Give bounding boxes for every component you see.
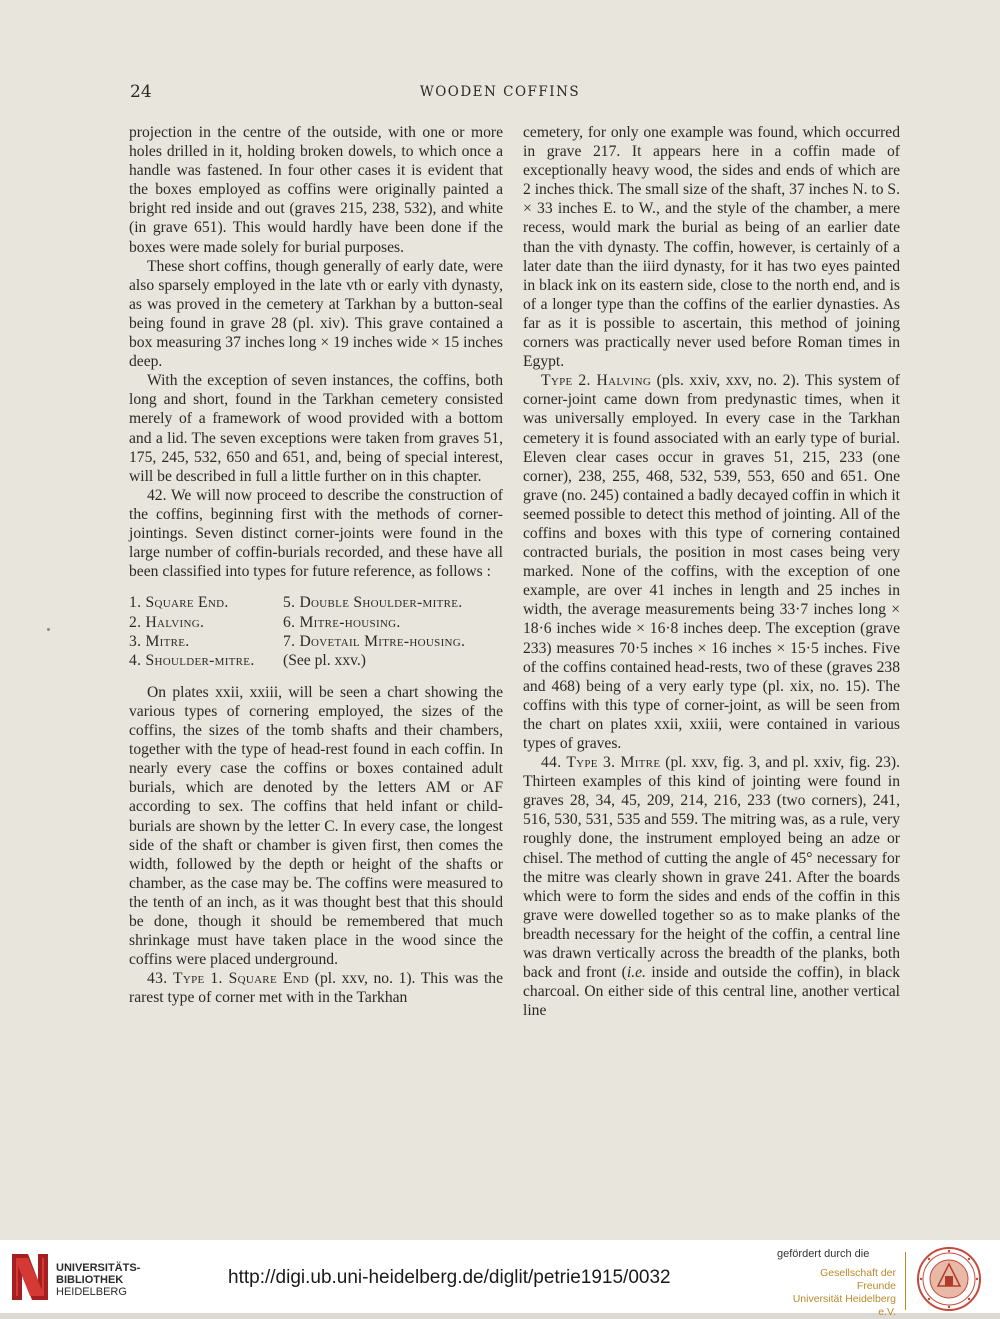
permalink-url[interactable]: http://digi.ub.uni-heidelberg.de/diglit/petrie1915/0032 bbox=[228, 1267, 671, 1288]
right-column bbox=[523, 123, 900, 1020]
library-logo-icon bbox=[8, 1250, 52, 1304]
joint-type-item: 4. Shoulder-mitre. bbox=[129, 652, 255, 670]
paragraph: With the exception of seven instances, the coffins, both long and short, found in the Tarkhan cemetery consisted merely of a framework of wood provided with a bottom and a lid. The seven exceptions were taken from graves 51, 175, 245, 532, 650 and 651, and, being of special interest, will be described in full a little further on in this chapter. bbox=[129, 372, 503, 485]
sponsor-society bbox=[780, 1267, 896, 1319]
sponsor-society-line: Gesellschaft der Freunde bbox=[820, 1267, 896, 1292]
joint-types-row bbox=[129, 651, 503, 670]
joint-types-row bbox=[129, 613, 503, 632]
plate-reference: (See pl. xxv.) bbox=[283, 652, 367, 670]
running-title: WOODEN COFFINS bbox=[419, 84, 581, 100]
footer-divider bbox=[905, 1252, 906, 1310]
paragraph: projection in the centre of the outside, with one or more holes drilled in it, holding broken dowels, to which once a handle was fastened. In four other cases it is evident that the boxes employed as coffins were originally painted a bright red inside and out (graves 215, 238, 532), and white (in grave 651). This would hardly have been done if the boxes were made solely for burial purposes. bbox=[129, 124, 503, 256]
paragraph bbox=[523, 753, 900, 1020]
paragraph bbox=[523, 371, 900, 753]
library-name-line: HEIDELBERG bbox=[56, 1286, 127, 1298]
library-name-line: BIBLIOTHEK bbox=[56, 1274, 124, 1286]
university-seal-icon bbox=[916, 1246, 982, 1312]
paragraph: On plates xxii, xxiii, will be seen a chart showing the various types of cornering employed, the sizes of the coffins, the sizes of the tomb shafts and their chambers, together with the type of head-rest found in each coffin. In nearly every case the coffins or boxes contained adult burials, which are denoted by the letters AM or AF according to sex. The coffins that held infant or child-burials are shown by the letter C. In every case, the longest side of the shaft or chamber is given first, then comes the width, followed by the depth or height of the shafts or chamber, as the case may be. The coffins were measured to the tenth of an inch, as it was thought best that this should be done, though it should be remembered that much shrinkage must have taken place in the wood since the coffins were placed underground. bbox=[129, 683, 503, 969]
library-name bbox=[56, 1262, 140, 1298]
italic-abbreviation: i.e. bbox=[626, 964, 646, 982]
paragraph-text: (pls. xxiv, xxv, no. 2). This system of corner-joint came down from predynastic times, when it was universally employed. In every case in the Tarkhan cemetery it is found associated with an early type of burial. Eleven clear cases occur in graves 51, 215, 233 (one corner), 238, 255, 468, 532, 539, 553, 650 and 651. One grave (no. 245) contained a badly decayed coffin in which it seemed possible to detect this method of jointing. All of the coffins and boxes with this type of cornering contained contracted burials, the position in most cases being very marked. None of the coffins, with the exception of one example, are over 41 inches in length and 25 inches in width, the average measurements being 33·7 inches long × 18·6 inches wide × 16·8 inches deep. The exception (grave 233) measures 70·5 inches × 16 inches × 15·5 inches. Five of the coffins contained head-rests, two of these (graves 238 and 468) being of a very early type (pl. xix, no. 15). The coffins with this type of corner-joint, as will be seen from the chart on plates xxii, xxiii, were contained in various types of graves. bbox=[523, 372, 900, 752]
page-number: 24 bbox=[130, 82, 152, 102]
joint-types-list bbox=[129, 593, 503, 671]
paragraph: 42. We will now proceed to describe the construction of the coffins, beginning first with the methods of corner-jointings. Seven distinct corner-joints were found in the large number of coffin-burials recorded, and these have all been classified into types for future reference, as follows : bbox=[129, 486, 503, 581]
joint-type-item: 3. Mitre. bbox=[129, 633, 190, 651]
joint-type-item: 2. Halving. bbox=[129, 613, 205, 631]
joint-type-item: 5. Double Shoulder-mitre. bbox=[283, 594, 463, 612]
joint-type-item: 6. Mitre-housing. bbox=[283, 613, 401, 631]
running-header bbox=[0, 82, 1000, 104]
paragraph bbox=[129, 969, 503, 1007]
left-column bbox=[129, 123, 503, 1007]
section-heading: Type 2. Halving bbox=[541, 372, 652, 390]
section-heading: 44. Type 3. Mitre bbox=[541, 754, 661, 772]
paragraph-text: (pl. xxv, no. 1). This was the rarest type of corner met with in the Tarkhan bbox=[129, 970, 503, 1007]
sponsor-label: gefördert durch die bbox=[777, 1248, 870, 1260]
joint-type-item: 1. Square End. bbox=[129, 594, 229, 612]
margin-speck bbox=[47, 628, 50, 631]
paragraph-text: (pl. xxv, fig. 3, and pl. xxiv, fig. 23). Thirteen examples of this kind of jointing were found in graves 28, 34, 45, 209, 214, 216, 233 (two corners), 241, 516, 530, 531, 535 and 559. The mitring was, as a rule, very roughly done, the instrument employed being an adze or chisel. The method of cutting the angle of 45° necessary for the mitre was clearly shown in grave 241. After the boards which were to form the sides and ends of the coffin in this grave were dowelled together so as to make planks of the breadth necessary for the height of the coffin, a central line was drawn vertically across the breadth of the planks, both back and front ( bbox=[523, 754, 900, 982]
joint-types-row bbox=[129, 632, 503, 651]
section-heading: 43. Type 1. Square End bbox=[147, 970, 310, 988]
sponsor-society-line: Universität Heidelberg e.V. bbox=[792, 1293, 896, 1318]
library-name-line: UNIVERSITÄTS- bbox=[56, 1262, 141, 1274]
paragraph-text: inside and outside the coffin), in black charcoal. On either side of this central line, another vertical line bbox=[523, 964, 900, 1020]
joint-type-item: 7. Dovetail Mitre-housing. bbox=[283, 633, 466, 651]
paragraph: These short coffins, though generally of early date, were also sparsely employed in the late vth or early vith dynasty, as was proved in the cemetery at Tarkhan by a button-seal being found in grave 28 (pl. xiv). This grave contained a box measuring 37 inches long × 19 inches wide × 15 inches deep. bbox=[129, 257, 503, 371]
joint-types-row bbox=[129, 593, 503, 612]
paragraph: cemetery, for only one example was found, which occurred in grave 217. It appears here in a coffin made of exceptionally heavy wood, the sides and ends of which are 2 inches thick. The small size of the shaft, 37 inches N. to S. × 33 inches E. to W., and the style of the chamber, a mere recess, would mark the burial as being of an earlier date than the vith dynasty. The coffin, however, is certainly of a later date than the iiird dynasty, for it has two eyes painted in black ink on its eastern side, close to the north end, and is of a longer type than the coffins of the earlier dynasties. As far as it is possible to ascertain, this method of joining corners was practically never used before Roman times in Egypt. bbox=[523, 124, 900, 371]
